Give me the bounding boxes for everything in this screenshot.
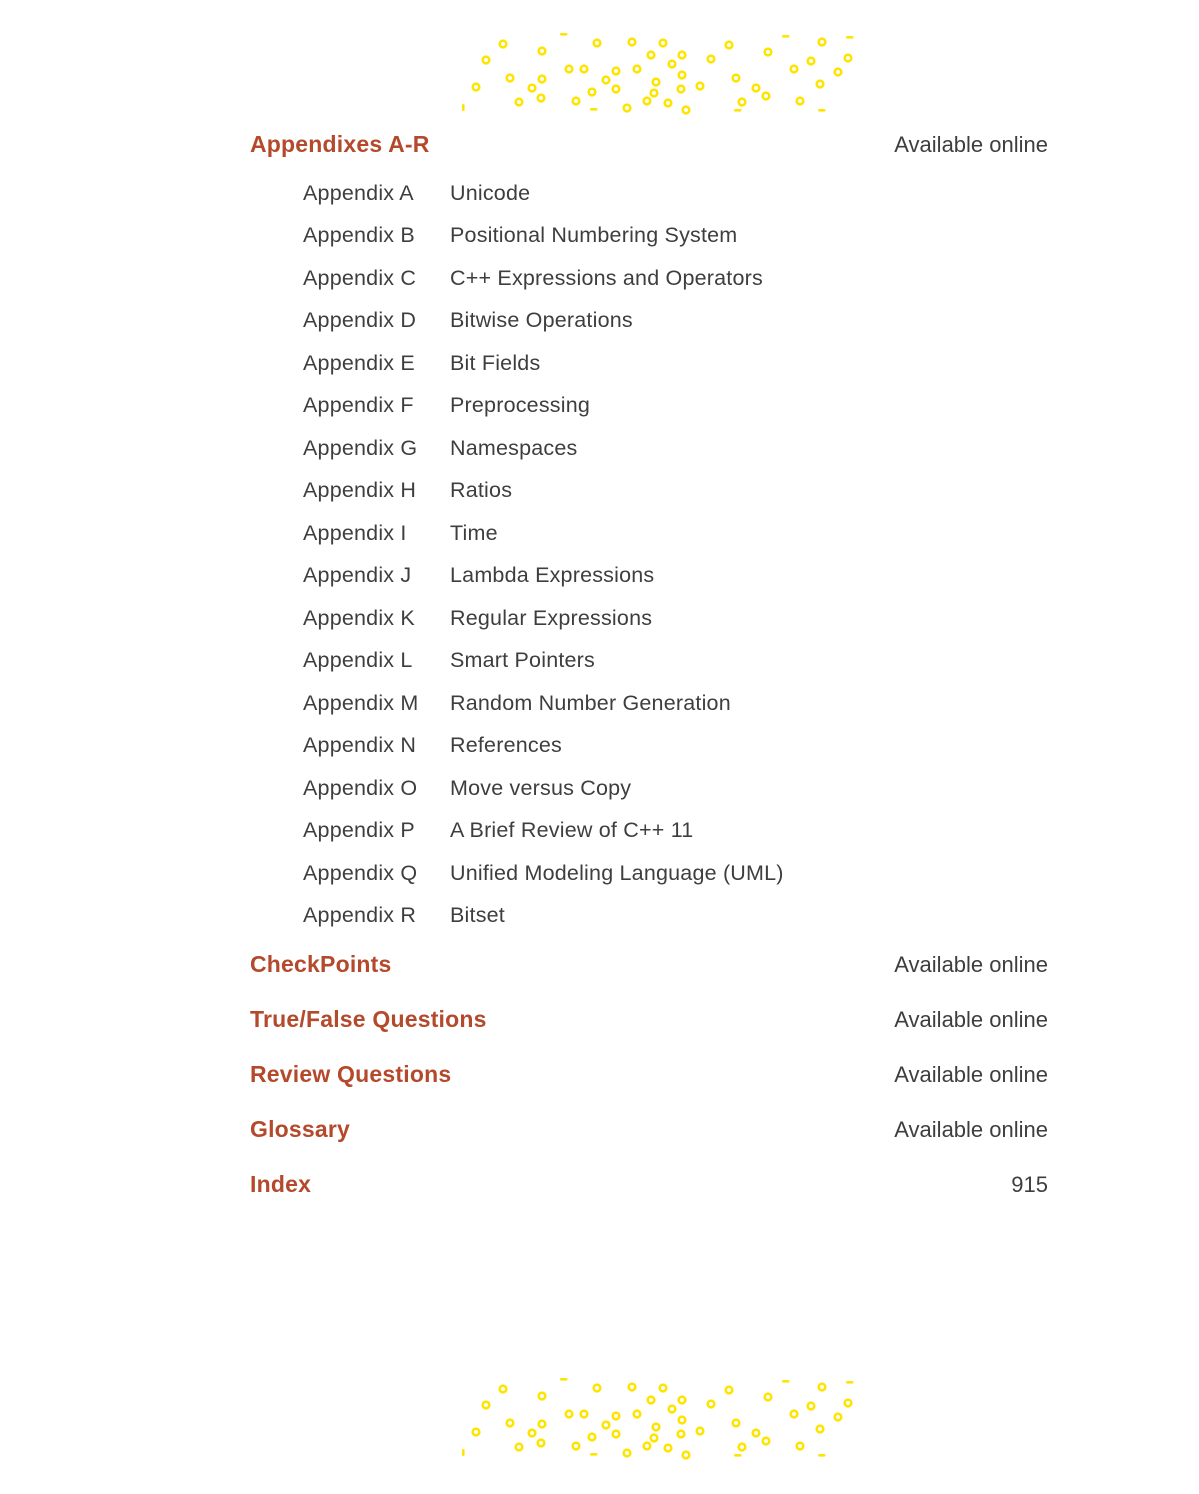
confetti-ring-icon — [539, 1393, 546, 1400]
confetti-ring-icon — [629, 39, 636, 46]
confetti-ring-icon — [835, 69, 842, 76]
confetti-ring-icon — [473, 1429, 480, 1436]
appendix-title: Ratios — [450, 478, 513, 503]
section-title: True/False Questions — [250, 1006, 487, 1032]
confetti-ring-icon — [648, 52, 655, 59]
confetti-ring-icon — [708, 1401, 715, 1408]
appendix-row — [303, 682, 1048, 725]
confetti-ring-icon — [845, 55, 852, 62]
confetti-ring-icon — [566, 66, 573, 73]
appendix-title: Smart Pointers — [450, 648, 595, 673]
confetti-ring-icon — [765, 1394, 772, 1401]
appendix-row — [303, 597, 1048, 640]
section-row — [250, 992, 1048, 1047]
appendix-row — [303, 257, 1048, 300]
appendix-title: Random Number Generation — [450, 690, 731, 715]
confetti-ring-icon — [539, 1421, 546, 1428]
confetti-dash-icon — [818, 1454, 826, 1457]
confetti-ring-icon — [594, 1385, 601, 1392]
confetti-ring-icon — [733, 75, 740, 82]
confetti-ring-icon — [808, 58, 815, 65]
appendix-label: Appendix A — [303, 180, 414, 205]
confetti-ring-icon — [644, 98, 651, 105]
confetti-ring-icon — [791, 1411, 798, 1418]
confetti-ring-icon — [483, 1402, 490, 1409]
confetti-ring-icon — [473, 84, 480, 91]
appendix-label: Appendix K — [303, 605, 415, 630]
appendix-title: Namespaces — [450, 435, 578, 460]
confetti-ring-icon — [739, 1444, 746, 1451]
section-value: Available online — [894, 1006, 1048, 1032]
appendixes-heading: Appendixes A-R — [250, 131, 430, 157]
confetti-ring-icon — [581, 1411, 588, 1418]
appendix-title: References — [450, 733, 562, 758]
confetti-ring-icon — [634, 66, 641, 73]
confetti-ring-icon — [679, 52, 686, 59]
confetti-ring-icon — [679, 1417, 686, 1424]
confetti-ring-icon — [603, 77, 610, 84]
confetti-ring-icon — [763, 93, 770, 100]
confetti-dash-icon — [782, 1380, 790, 1383]
appendix-row — [303, 895, 1048, 938]
confetti-ring-icon — [538, 95, 545, 102]
appendixes-heading-row — [250, 130, 1048, 158]
confetti-dots-band-bottom — [440, 1357, 860, 1462]
appendix-title: C++ Expressions and Operators — [450, 265, 763, 290]
confetti-ring-icon — [660, 40, 667, 47]
confetti-ring-icon — [516, 1444, 523, 1451]
section-row — [250, 1157, 1048, 1212]
confetti-ring-icon — [539, 76, 546, 83]
confetti-dash-icon — [590, 1453, 598, 1456]
section-title: Glossary — [250, 1116, 351, 1142]
appendix-title: Unicode — [450, 180, 531, 205]
appendix-row — [303, 342, 1048, 385]
confetti-ring-icon — [538, 1440, 545, 1447]
confetti-ring-icon — [648, 1397, 655, 1404]
section-value: Available online — [894, 1116, 1048, 1142]
appendix-label: Appendix D — [303, 308, 417, 333]
confetti-ring-icon — [819, 39, 826, 46]
appendix-label: Appendix C — [303, 265, 417, 290]
confetti-dash-icon — [818, 109, 826, 112]
appendix-label: Appendix B — [303, 223, 415, 248]
appendix-label: Appendix F — [303, 393, 414, 418]
appendix-title: Move versus Copy — [450, 775, 632, 800]
appendix-label: Appendix J — [303, 563, 412, 588]
appendix-row — [303, 640, 1048, 683]
confetti-dash-icon — [734, 109, 742, 112]
confetti-ring-icon — [797, 98, 804, 105]
confetti-ring-icon — [500, 1386, 507, 1393]
confetti-ring-icon — [678, 1431, 685, 1438]
section-title: CheckPoints — [250, 951, 392, 977]
appendix-label: Appendix M — [303, 690, 419, 715]
confetti-ring-icon — [589, 1434, 596, 1441]
appendix-list — [303, 172, 1048, 937]
confetti-ring-icon — [678, 86, 685, 93]
appendix-row — [303, 300, 1048, 343]
confetti-ring-icon — [613, 68, 620, 75]
confetti-ring-icon — [726, 42, 733, 49]
appendix-label: Appendix L — [303, 648, 413, 673]
appendix-label: Appendix H — [303, 478, 417, 503]
appendix-title: Regular Expressions — [450, 605, 653, 630]
section-title: Index — [250, 1171, 312, 1197]
appendix-row — [303, 767, 1048, 810]
confetti-ring-icon — [791, 66, 798, 73]
confetti-ring-icon — [573, 1443, 580, 1450]
section-row — [250, 1047, 1048, 1102]
confetti-ring-icon — [651, 90, 658, 97]
confetti-dash-icon — [560, 33, 568, 36]
toc-content — [250, 130, 1048, 1212]
confetti-ring-icon — [683, 107, 690, 114]
confetti-ring-icon — [660, 1385, 667, 1392]
confetti-ring-icon — [589, 89, 596, 96]
appendix-title: Positional Numbering System — [450, 223, 738, 248]
confetti-ring-icon — [697, 83, 704, 90]
sections-list — [250, 937, 1048, 1212]
section-value: Available online — [894, 1061, 1048, 1087]
confetti-dash-icon — [462, 104, 465, 111]
confetti-ring-icon — [733, 1420, 740, 1427]
confetti-ring-icon — [697, 1428, 704, 1435]
appendix-row — [303, 215, 1048, 258]
appendix-title: Preprocessing — [450, 393, 591, 418]
confetti-ring-icon — [669, 61, 676, 68]
confetti-dash-icon — [846, 36, 854, 39]
confetti-dash-icon — [846, 1381, 854, 1384]
section-value: 915 — [1011, 1171, 1048, 1197]
appendix-label: Appendix E — [303, 350, 415, 375]
confetti-ring-icon — [573, 98, 580, 105]
appendix-row — [303, 512, 1048, 555]
appendix-title: Time — [450, 520, 498, 545]
appendix-title: Unified Modeling Language (UML) — [450, 860, 784, 885]
appendix-row — [303, 852, 1048, 895]
confetti-ring-icon — [679, 72, 686, 79]
confetti-ring-icon — [817, 1426, 824, 1433]
appendixes-availability: Available online — [894, 132, 1048, 157]
appendix-row — [303, 810, 1048, 853]
confetti-ring-icon — [624, 1450, 631, 1457]
confetti-ring-icon — [624, 105, 631, 112]
confetti-ring-icon — [516, 99, 523, 106]
confetti-ring-icon — [817, 81, 824, 88]
appendix-label: Appendix R — [303, 903, 417, 928]
confetti-ring-icon — [566, 1411, 573, 1418]
confetti-ring-icon — [665, 100, 672, 107]
confetti-ring-icon — [708, 56, 715, 63]
confetti-ring-icon — [797, 1443, 804, 1450]
confetti-ring-icon — [483, 57, 490, 64]
confetti-ring-icon — [594, 40, 601, 47]
confetti-ring-icon — [613, 1431, 620, 1438]
appendix-title: Bitset — [450, 903, 505, 928]
confetti-dots-band-top — [440, 12, 860, 117]
section-row — [250, 1102, 1048, 1157]
confetti-ring-icon — [683, 1452, 690, 1459]
appendix-label: Appendix Q — [303, 860, 418, 885]
confetti-ring-icon — [845, 1400, 852, 1407]
confetti-ring-icon — [581, 66, 588, 73]
confetti-ring-icon — [739, 99, 746, 106]
appendix-row — [303, 427, 1048, 470]
confetti-ring-icon — [651, 1435, 658, 1442]
appendix-label: Appendix I — [303, 520, 407, 545]
confetti-ring-icon — [669, 1406, 676, 1413]
confetti-dash-icon — [734, 1454, 742, 1457]
appendix-label: Appendix P — [303, 818, 415, 843]
confetti-ring-icon — [613, 1413, 620, 1420]
confetti-ring-icon — [529, 85, 536, 92]
confetti-ring-icon — [665, 1445, 672, 1452]
confetti-ring-icon — [653, 79, 660, 86]
section-value: Available online — [894, 951, 1048, 977]
confetti-ring-icon — [507, 1420, 514, 1427]
appendix-title: Bitwise Operations — [450, 308, 633, 333]
confetti-ring-icon — [644, 1443, 651, 1450]
appendix-row — [303, 555, 1048, 598]
appendix-row — [303, 385, 1048, 428]
appendix-row — [303, 172, 1048, 215]
confetti-dash-icon — [782, 35, 790, 38]
confetti-ring-icon — [507, 75, 514, 82]
appendix-title: Bit Fields — [450, 350, 541, 375]
confetti-ring-icon — [765, 49, 772, 56]
confetti-ring-icon — [539, 48, 546, 55]
confetti-ring-icon — [529, 1430, 536, 1437]
confetti-ring-icon — [753, 85, 760, 92]
confetti-dash-icon — [590, 108, 598, 111]
confetti-ring-icon — [500, 41, 507, 48]
appendix-title: Lambda Expressions — [450, 563, 655, 588]
confetti-ring-icon — [634, 1411, 641, 1418]
confetti-ring-icon — [835, 1414, 842, 1421]
confetti-ring-icon — [629, 1384, 636, 1391]
confetti-ring-icon — [726, 1387, 733, 1394]
appendix-label: Appendix G — [303, 435, 418, 460]
confetti-ring-icon — [613, 86, 620, 93]
confetti-ring-icon — [679, 1397, 686, 1404]
section-title: Review Questions — [250, 1061, 452, 1087]
confetti-dash-icon — [462, 1449, 465, 1456]
confetti-ring-icon — [763, 1438, 770, 1445]
confetti-ring-icon — [808, 1403, 815, 1410]
confetti-dash-icon — [560, 1378, 568, 1381]
appendix-label: Appendix O — [303, 775, 418, 800]
appendix-label: Appendix N — [303, 733, 417, 758]
confetti-ring-icon — [603, 1422, 610, 1429]
appendix-row — [303, 470, 1048, 513]
confetti-ring-icon — [653, 1424, 660, 1431]
appendix-row — [303, 725, 1048, 768]
confetti-ring-icon — [753, 1430, 760, 1437]
appendix-title: A Brief Review of C++ 11 — [450, 818, 694, 843]
section-row — [250, 937, 1048, 992]
confetti-ring-icon — [819, 1384, 826, 1391]
